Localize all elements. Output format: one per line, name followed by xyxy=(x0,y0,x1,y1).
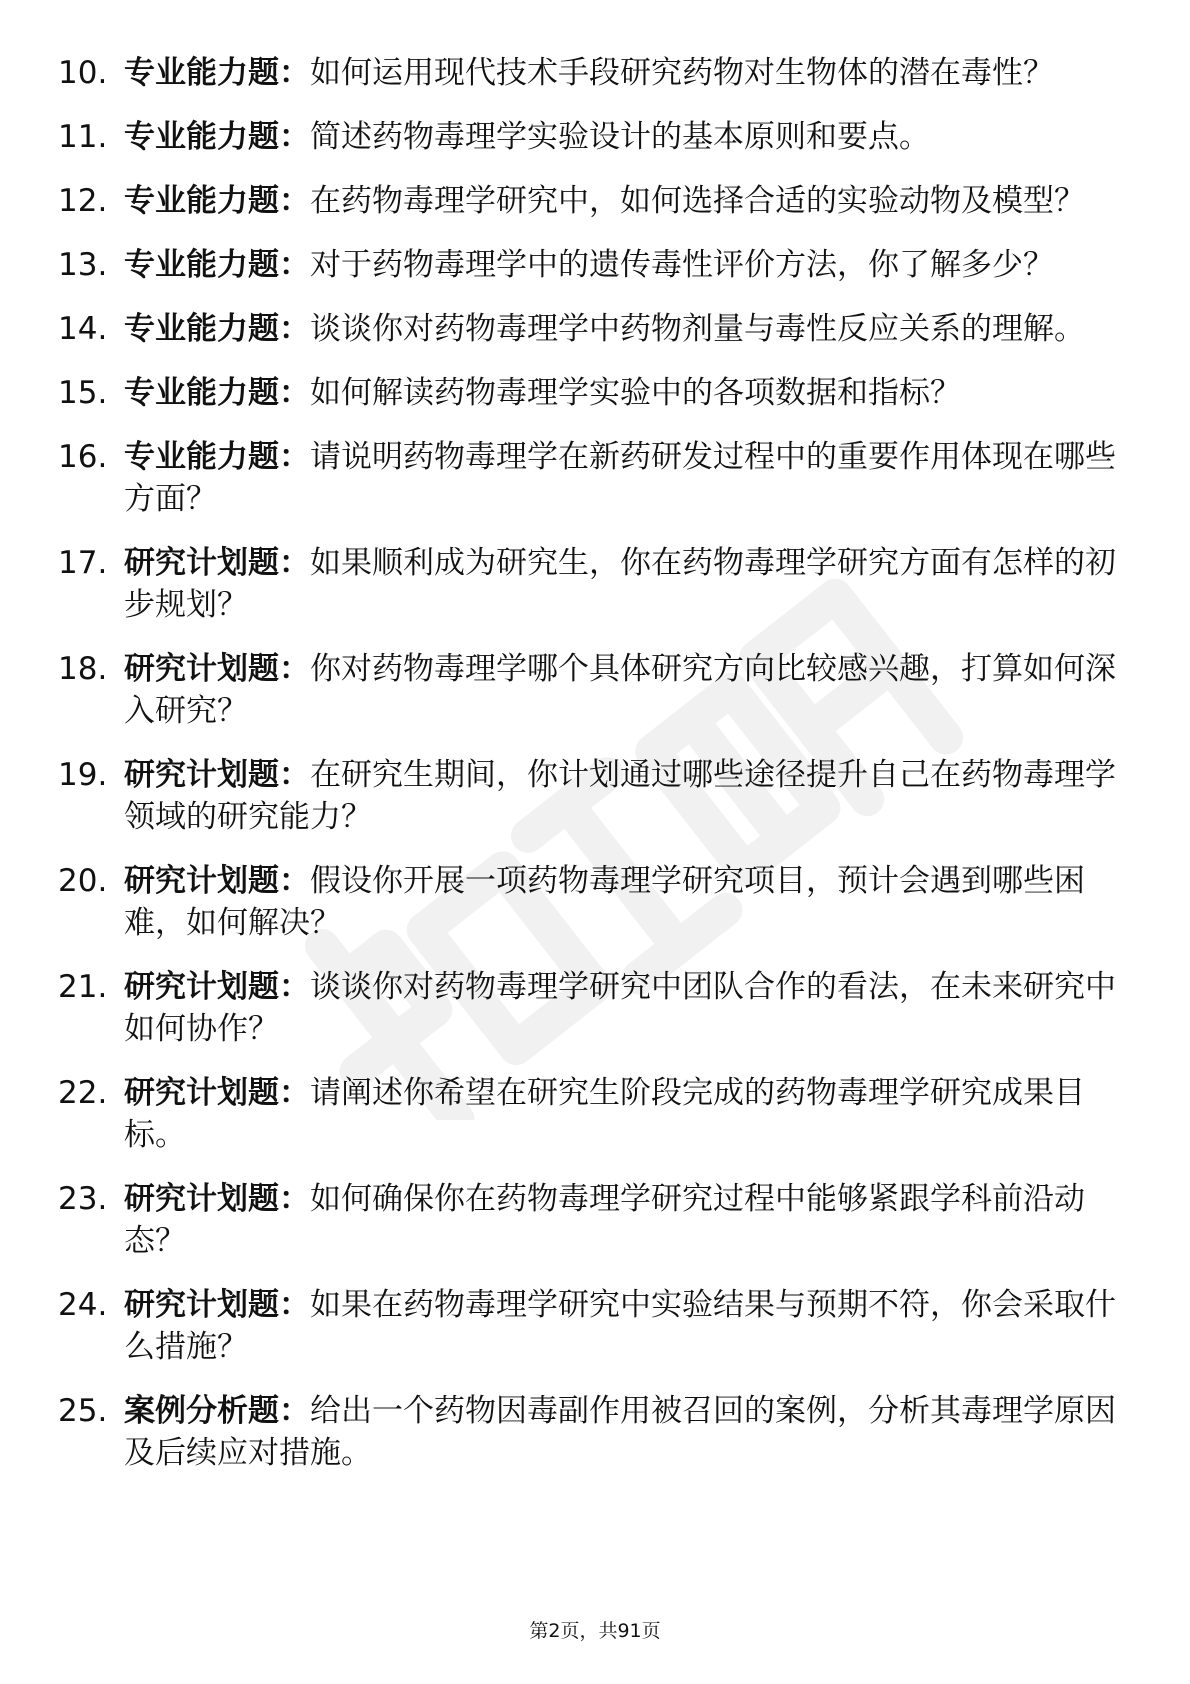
question-number: 16. xyxy=(58,439,108,475)
question-category: 研究计划题： xyxy=(124,863,310,899)
question-number: 10. xyxy=(58,55,108,91)
question-text: 谈谈你对药物毒理学中药物剂量与毒性反应关系的理解。 xyxy=(310,311,1085,347)
question-text: 简述药物毒理学实验设计的基本原则和要点。 xyxy=(310,119,930,155)
question-text: 在药物毒理学研究中，如何选择合适的实验动物及模型？ xyxy=(310,183,1085,219)
question-item-21 xyxy=(58,966,1118,1050)
question-category: 案例分析题： xyxy=(124,1393,310,1429)
question-number: 11. xyxy=(58,119,108,155)
question-number: 13. xyxy=(58,247,108,283)
question-category: 专业能力题： xyxy=(124,439,310,475)
question-list xyxy=(58,52,1118,1496)
question-item-17 xyxy=(58,542,1118,626)
question-category: 专业能力题： xyxy=(124,55,310,91)
question-text: 如何运用现代技术手段研究药物对生物体的潜在毒性？ xyxy=(310,55,1054,91)
question-item-11 xyxy=(58,116,1118,158)
page-footer xyxy=(0,1618,1190,1644)
question-number: 20. xyxy=(58,863,108,899)
question-item-10 xyxy=(58,52,1118,94)
question-text: 对于药物毒理学中的遗传毒性评价方法，你了解多少？ xyxy=(310,247,1054,283)
question-number: 23. xyxy=(58,1181,108,1217)
question-category: 研究计划题： xyxy=(124,757,310,793)
question-number: 19. xyxy=(58,757,108,793)
question-category: 专业能力题： xyxy=(124,375,310,411)
question-text: 如何确保你在药物毒理学研究过程中能够紧跟学科前沿动态？ xyxy=(124,1181,1085,1259)
question-category: 研究计划题： xyxy=(124,1287,310,1323)
question-text: 给出一个药物因毒副作用被召回的案例，分析其毒理学原因及后续应对措施。 xyxy=(124,1393,1116,1471)
question-text: 如果顺利成为研究生，你在药物毒理学研究方面有怎样的初步规划？ xyxy=(124,545,1116,623)
question-category: 研究计划题： xyxy=(124,545,310,581)
question-number: 17. xyxy=(58,545,108,581)
question-number: 21. xyxy=(58,969,108,1005)
question-category: 专业能力题： xyxy=(124,119,310,155)
question-category: 研究计划题： xyxy=(124,969,310,1005)
question-text: 如何解读药物毒理学实验中的各项数据和指标？ xyxy=(310,375,961,411)
question-number: 24. xyxy=(58,1287,108,1323)
question-category: 研究计划题： xyxy=(124,1075,310,1111)
question-text: 请说明药物毒理学在新药研发过程中的重要作用体现在哪些方面？ xyxy=(124,439,1116,517)
question-category: 专业能力题： xyxy=(124,247,310,283)
question-category: 专业能力题： xyxy=(124,311,310,347)
question-item-24 xyxy=(58,1284,1118,1368)
question-text: 请阐述你希望在研究生阶段完成的药物毒理学研究成果目标。 xyxy=(124,1075,1085,1153)
question-text: 假设你开展一项药物毒理学研究项目，预计会遇到哪些困难，如何解决？ xyxy=(124,863,1085,941)
question-text: 谈谈你对药物毒理学研究中团队合作的看法，在未来研究中如何协作？ xyxy=(124,969,1116,1047)
question-item-19 xyxy=(58,754,1118,838)
question-number: 25. xyxy=(58,1393,108,1429)
question-item-22 xyxy=(58,1072,1118,1156)
question-number: 22. xyxy=(58,1075,108,1111)
question-item-20 xyxy=(58,860,1118,944)
question-number: 15. xyxy=(58,375,108,411)
question-item-16 xyxy=(58,436,1118,520)
question-item-13 xyxy=(58,244,1118,286)
question-item-23 xyxy=(58,1178,1118,1262)
question-category: 研究计划题： xyxy=(124,1181,310,1217)
question-category: 专业能力题： xyxy=(124,183,310,219)
question-number: 14. xyxy=(58,311,108,347)
question-item-14 xyxy=(58,308,1118,350)
page-number-label: 第2页，共91页 xyxy=(529,1620,661,1642)
question-number: 18. xyxy=(58,651,108,687)
question-item-12 xyxy=(58,180,1118,222)
question-item-25 xyxy=(58,1390,1118,1474)
question-text: 在研究生期间，你计划通过哪些途径提升自己在药物毒理学领域的研究能力？ xyxy=(124,757,1116,835)
question-text: 你对药物毒理学哪个具体研究方向比较感兴趣，打算如何深入研究？ xyxy=(124,651,1116,729)
question-category: 研究计划题： xyxy=(124,651,310,687)
question-item-15 xyxy=(58,372,1118,414)
question-item-18 xyxy=(58,648,1118,732)
question-number: 12. xyxy=(58,183,108,219)
question-text: 如果在药物毒理学研究中实验结果与预期不符，你会采取什么措施？ xyxy=(124,1287,1116,1365)
